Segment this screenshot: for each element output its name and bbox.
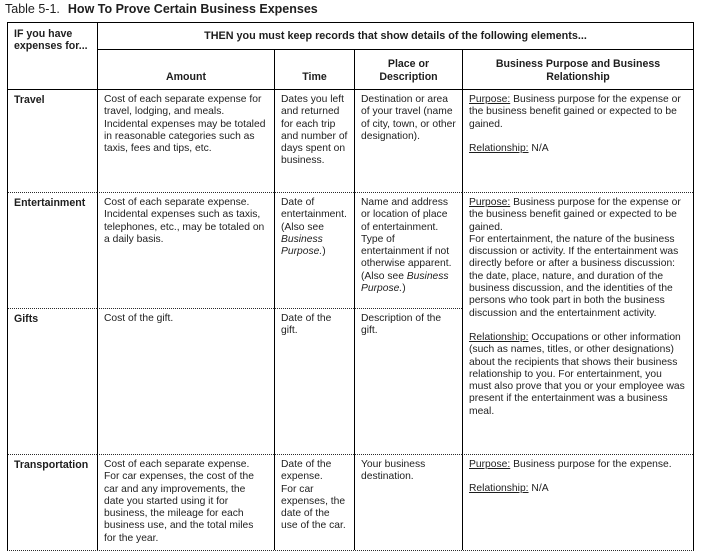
purpose-text: Business purpose for the expense or the business benefit gained or expected to be gained. [469,197,681,233]
amount-line-2: For car expenses, the cost of the car and any improvements, the date you started using it for business, the mileage for each business use, and the total miles for the year. [104,471,254,544]
table-title [5,2,318,16]
entertainment-time-cell [274,192,354,308]
header-then-banner: THEN you must keep records that show details of the following elements... [97,23,693,49]
transportation-purpose-paragraph [469,459,687,471]
amount-line-1: Cost of each separate expense. [104,459,250,470]
relationship-text: Occupations or other information (such as names, titles, or other designations) about the recipients that shows their business relationship to you. For entertainment, you must also prove that you or your employee was present if the entertainment was a business meal. [469,331,685,417]
purpose-paragraph [469,197,687,234]
expenses-proof-table [7,22,694,551]
travel-time-cell: Dates you left and returned for each trip and number of days spent on business. [274,89,354,192]
relationship-text: N/A [531,142,549,154]
column-header-time: Time [274,49,354,89]
place-line-2 [361,234,456,295]
paragraph-gap [469,471,687,483]
column-header-place: Place or Description [354,49,462,89]
purpose-text: Business purpose for the expense or the business benefit gained or expected to be gained. [469,94,681,130]
header-if-column: IF you have expenses for... [14,28,88,53]
relationship-label: Relationship: [469,142,529,154]
time-text: Date of entertainment. (Also see [281,197,347,233]
transportation-purpose-cell [462,454,693,550]
purpose-label: Purpose: [469,459,511,470]
time-italic-ref: Business Purpose. [281,233,323,258]
column-header-amount: Amount [97,49,274,89]
place-italic-ref: Business Purpose. [361,270,449,295]
relationship-text: N/A [531,483,549,495]
place-text-end: ) [402,283,406,295]
travel-row-label: Travel [8,89,97,192]
paragraph-gap [469,320,687,332]
entertainment-gifts-purpose-cell [462,192,693,454]
time-line-1: Date of the expense. [281,459,332,483]
transportation-time-cell [274,454,354,550]
purpose-text-entertainment-details: For entertainment, the nature of the business discussion or activity. If the entertainment was directly before or after a business discussion: the date, place, nature, and duration of the business discussion, and the identities of the persons who took part in both the business discussion and the entertainment activity. [469,233,679,319]
place-text: Type of entertainment if not otherwise apparent. (Also see [361,233,452,282]
transportation-place-cell: Your business destination. [354,454,462,550]
entertainment-place-cell [354,192,462,308]
travel-place-cell: Destination or area of your travel (name of city, town, or other designation). [354,89,462,192]
relationship-label: Relationship: [469,331,529,343]
paragraph-gap [469,131,687,143]
entertainment-row-label: Entertainment [8,192,97,308]
transportation-relationship-paragraph [469,483,687,495]
gifts-place-cell: Description of the gift. [354,308,462,454]
travel-purpose-cell [462,89,693,192]
purpose-label: Purpose: [469,197,511,208]
travel-purpose-paragraph [469,94,687,131]
gifts-time-cell: Date of the gift. [274,308,354,454]
gifts-amount-cell: Cost of the gift. [97,308,274,454]
transportation-row-label: Transportation [8,454,97,550]
entertainment-amount-cell: Cost of each separate expense. Incidental expenses such as taxis, telephones, etc., may be totaled on a daily basis. [97,192,274,308]
purpose-text: Business purpose for the expense. [513,459,672,470]
gifts-row-label: Gifts [8,308,97,454]
page-title: How To Prove Certain Business Expenses [67,2,318,16]
table-number: Table 5-1. [5,2,60,16]
travel-relationship-paragraph [469,143,687,155]
time-text-end: ) [322,246,326,258]
column-header-purpose: Business Purpose and Business Relationship [462,49,693,89]
purpose-label: Purpose: [469,94,511,105]
transportation-amount-cell [97,454,274,550]
time-line-2: For car expenses, the date of the use of the car. [281,483,346,532]
relationship-paragraph [469,332,687,418]
relationship-label: Relationship: [469,483,529,495]
travel-amount-cell: Cost of each separate expense for travel, lodging, and meals. Incidental expenses may be totaled in reasonable categories such as taxis, fees and tips, etc. [97,89,274,192]
place-line-1: Name and address or location of place of entertainment. [361,197,449,233]
